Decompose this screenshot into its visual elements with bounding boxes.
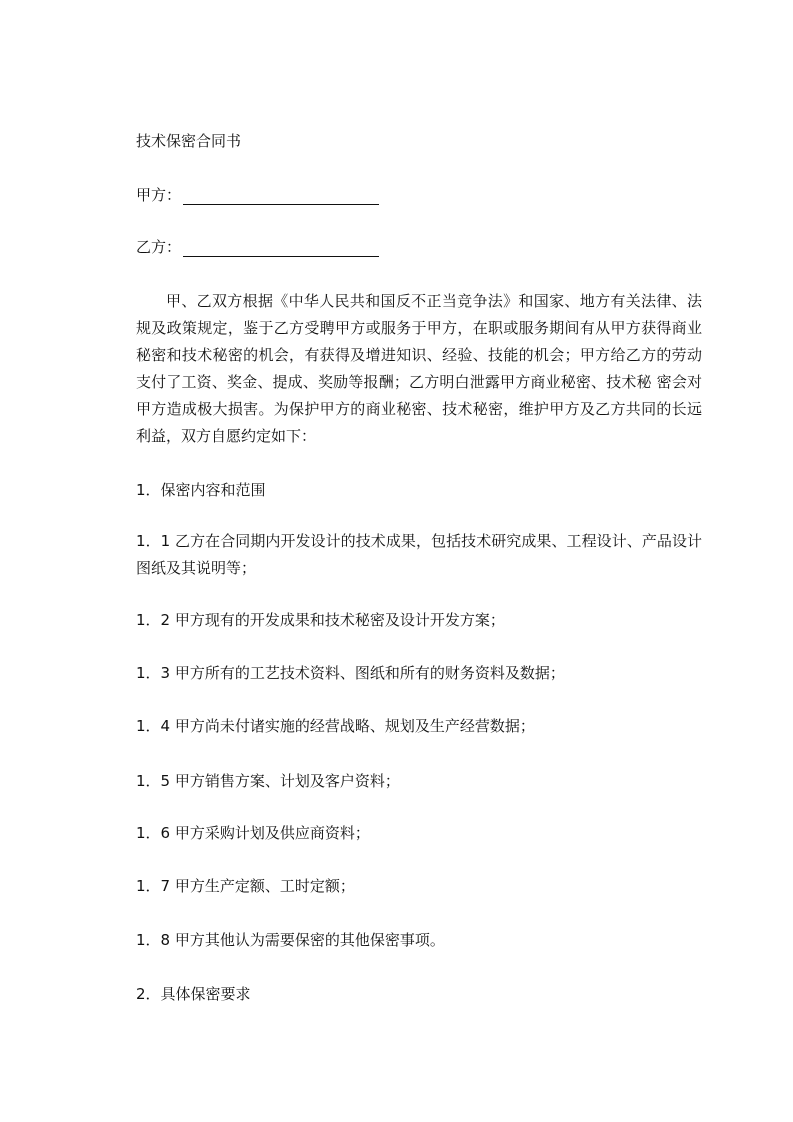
clause-1-1: 1．1 乙方在合同期内开发设计的技术成果，包括技术研究成果、工程设计、产品设计图纸及其说明等； [136, 532, 702, 577]
clause-1-7: 1．7 甲方生产定额、工时定额； [136, 877, 355, 895]
party-a-label: 甲方： [136, 186, 182, 204]
party-b-label: 乙方： [136, 238, 182, 256]
clause-1-6: 1．6 甲方采购计划及供应商资料； [136, 824, 370, 842]
intro-paragraph: 甲、乙双方根据《中华人民共和国反不正当竞争法》和国家、地方有关法律、法规及政策规定，鉴于乙方受聘甲方或服务于甲方，在职或服务期间有从甲方获得商业秘密和技术秘密的机会，有获得及增进知识、经验、技能的机会；甲方给乙方的劳动支付了工资、奖金、提成、奖励等报酬；乙方明白泄露甲方商业秘密、技术秘 密会对甲方造成极大损害。为保护甲方的商业秘密、技术秘密，维护甲方及乙方共同的长远利益，双方自愿约定如下： [136, 292, 702, 445]
party-a-line [136, 185, 379, 205]
document-title: 技术保密合同书 [136, 132, 242, 150]
clause-1-2: 1．2 甲方现有的开发成果和技术秘密及设计开发方案； [136, 611, 505, 629]
party-b-blank [183, 240, 379, 257]
clause-1-8: 1．8 甲方其他认为需要保密的其他保密事项。 [136, 931, 445, 949]
party-a-blank [183, 188, 379, 205]
section1-heading: 1．保密内容和范围 [136, 481, 266, 499]
section2-heading: 2．具体保密要求 [136, 985, 251, 1003]
clause-1-5: 1．5 甲方销售方案、计划及客户资料； [136, 772, 400, 790]
party-b-line [136, 237, 379, 257]
clause-1-4: 1．4 甲方尚未付诸实施的经营战略、规划及生产经营数据； [136, 717, 535, 735]
clause-1-3: 1．3 甲方所有的工艺技术资料、图纸和所有的财务资料及数据； [136, 664, 565, 682]
